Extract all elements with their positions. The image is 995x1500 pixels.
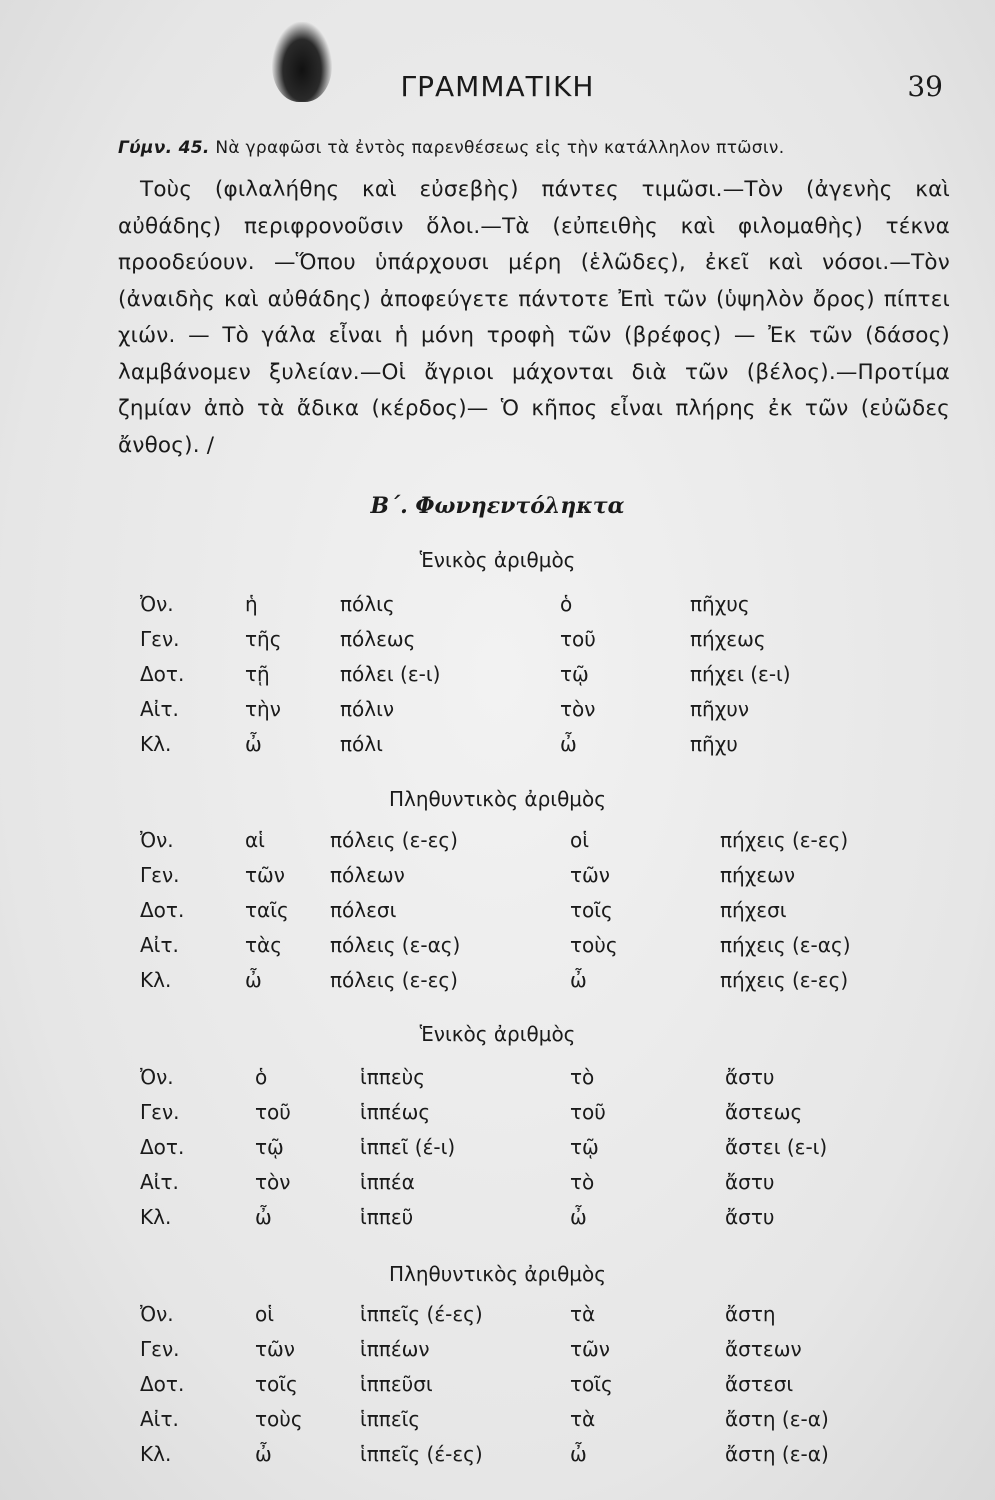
declension-form: τοῖς (570, 898, 613, 922)
declension-row (0, 1407, 995, 1437)
case-label: Κλ. (140, 1442, 172, 1466)
declension-form: πήχει (ε-ι) (690, 662, 791, 686)
exercise-label: Γύμν. 45. (118, 138, 210, 158)
case-label: Δοτ. (140, 1135, 185, 1159)
declension-form: οἱ (255, 1302, 275, 1326)
declension-form: ταῖς (245, 898, 289, 922)
case-label: Κλ. (140, 968, 172, 992)
case-label: Γεν. (140, 1337, 180, 1361)
case-label: Αἰτ. (140, 933, 179, 957)
declension-form: ἱππεῖς (360, 1407, 421, 1431)
declension-form: ἱππεῖς (έ-ες) (360, 1302, 483, 1326)
declension-row (0, 898, 995, 928)
declension-row (0, 863, 995, 893)
declension-row (0, 1100, 995, 1130)
declension-form: πόλιν (340, 697, 395, 721)
declension-row (0, 1205, 995, 1235)
number-heading: Ἑνικὸς ἀριθμὸς (419, 548, 576, 572)
declension-form: ἄστυ (725, 1170, 775, 1194)
declension-form: τὸ (570, 1170, 595, 1194)
case-label: Δοτ. (140, 1372, 185, 1396)
declension-form: ὦ (255, 1205, 272, 1229)
declension-form: ἱππέων (360, 1337, 430, 1361)
declension-form: πόλεις (ε-ας) (330, 933, 461, 957)
declension-form: τοῦ (255, 1100, 291, 1124)
declension-form: ἄστεως (725, 1100, 803, 1124)
declension-form: πῆχυ (690, 732, 738, 756)
exercise-instruction (118, 138, 948, 158)
declension-form: ἡ (245, 592, 258, 616)
declension-form: ἱππεῦσι (360, 1372, 433, 1396)
declension-form: πόλις (340, 592, 395, 616)
page-number: 39 (907, 70, 943, 103)
declension-form: ἄστει (ε-ι) (725, 1135, 828, 1159)
declension-form: ἄστεσι (725, 1372, 794, 1396)
declension-form: πήχεων (720, 863, 795, 887)
declension-form: τῷ (570, 1135, 599, 1159)
declension-form: τὸ (570, 1065, 595, 1089)
declension-form: τοῦ (560, 627, 596, 651)
case-label: Κλ. (140, 1205, 172, 1229)
declension-row (0, 1337, 995, 1367)
declension-form: τῇ (245, 662, 270, 686)
number-heading: Ἑνικὸς ἀριθμὸς (419, 1022, 576, 1046)
declension-row (0, 1302, 995, 1332)
declension-form: τὸν (255, 1170, 291, 1194)
declension-form: τὸν (560, 697, 596, 721)
declension-form: τῶν (570, 863, 610, 887)
declension-form: τῶν (255, 1337, 295, 1361)
section-title: Β΄. Φωνηεντόληκτα (370, 493, 625, 519)
case-label: Γεν. (140, 1100, 180, 1124)
case-label: Ὀν. (140, 1065, 174, 1089)
declension-form: ἱππεὺς (360, 1065, 425, 1089)
case-label: Ὀν. (140, 592, 174, 616)
declension-form: πήχεις (ε-ες) (720, 828, 849, 852)
declension-row (0, 933, 995, 963)
declension-form: τοῖς (570, 1372, 613, 1396)
declension-form: τῶν (245, 863, 285, 887)
declension-form: ἱππεῖ (έ-ι) (360, 1135, 456, 1159)
declension-form: πήχεις (ε-ας) (720, 933, 851, 957)
case-label: Δοτ. (140, 662, 185, 686)
declension-form: πῆχυς (690, 592, 750, 616)
declension-row (0, 968, 995, 998)
declension-form: τοὺς (255, 1407, 303, 1431)
declension-form: πῆχυν (690, 697, 750, 721)
declension-form: πόλεως (340, 627, 416, 651)
case-label: Γεν. (140, 863, 180, 887)
declension-form: ἄστυ (725, 1065, 775, 1089)
declension-form: τοὺς (570, 933, 618, 957)
declension-form: ὁ (560, 592, 573, 616)
declension-form: οἱ (570, 828, 590, 852)
declension-form: ὦ (245, 732, 262, 756)
exercise-text: Νὰ γραφῶσι τὰ ἐντὸς παρενθέσεως εἰς τὴν κατάλληλον πτῶσιν. (215, 138, 785, 158)
declension-row (0, 592, 995, 622)
declension-form: ἱππέα (360, 1170, 415, 1194)
declension-row (0, 1442, 995, 1472)
declension-form: τῷ (560, 662, 589, 686)
page-title: ΓΡΑΜΜΑΤΙΚΗ (400, 70, 595, 103)
declension-form: ἱππέως (360, 1100, 431, 1124)
declension-form: ἄστεων (725, 1337, 802, 1361)
declension-form: ὦ (570, 968, 587, 992)
declension-form: πήχεσι (720, 898, 787, 922)
declension-form: ὦ (245, 968, 262, 992)
declension-form: πόλεσι (330, 898, 397, 922)
declension-form: πόλι (340, 732, 383, 756)
case-label: Κλ. (140, 732, 172, 756)
declension-row (0, 1372, 995, 1402)
declension-form: τοῖς (255, 1372, 298, 1396)
declension-form: πόλεις (ε-ες) (330, 968, 458, 992)
case-label: Δοτ. (140, 898, 185, 922)
declension-form: ὦ (570, 1442, 587, 1466)
declension-form: τὴν (245, 697, 281, 721)
case-label: Ὀν. (140, 828, 174, 852)
case-label: Αἰτ. (140, 697, 179, 721)
case-label: Αἰτ. (140, 1407, 179, 1431)
declension-form: τὰς (245, 933, 282, 957)
case-label: Ὀν. (140, 1302, 174, 1326)
declension-form: τὰ (570, 1407, 596, 1431)
declension-form: ὦ (570, 1205, 587, 1229)
declension-row (0, 627, 995, 657)
declension-row (0, 732, 995, 762)
declension-row (0, 1065, 995, 1095)
declension-form: τῷ (255, 1135, 284, 1159)
declension-form: τῶν (570, 1337, 610, 1361)
case-label: Αἰτ. (140, 1170, 179, 1194)
declension-form: ἱππεῖς (έ-ες) (360, 1442, 483, 1466)
declension-form: ὁ (255, 1065, 268, 1089)
case-label: Γεν. (140, 627, 180, 651)
declension-form: ἄστυ (725, 1205, 775, 1229)
declension-form: ὦ (255, 1442, 272, 1466)
declension-form: τὰ (570, 1302, 596, 1326)
declension-form: πήχεις (ε-ες) (720, 968, 849, 992)
declension-row (0, 1135, 995, 1165)
declension-form: πόλεις (ε-ες) (330, 828, 458, 852)
declension-form: τῆς (245, 627, 282, 651)
declension-form: τοῦ (570, 1100, 606, 1124)
number-heading: Πληθυντικὸς ἀριθμὸς (388, 787, 607, 811)
declension-row (0, 1170, 995, 1200)
declension-form: ἄστη (ε-α) (725, 1442, 829, 1466)
declension-row (0, 697, 995, 727)
declension-form: πόλεων (330, 863, 405, 887)
number-heading: Πληθυντικὸς ἀριθμὸς (388, 1262, 607, 1286)
exercise-paragraph: Τοὺς (φιλαλήθης καὶ εὐσεβὴς) πάντες τιμῶσι.—Τὸν (ἀγενὴς καὶ αὐθάδης) περιφρονοῦσιν ὅλοι.—Τὰ (εὐπειθὴς καὶ φιλομαθὴς) τέκνα προοδεύουν. —Ὅπου ὑπάρχουσι μέρη (ἑλῶδες), ἐκεῖ καὶ νόσοι.—Τὸν (ἀναιδὴς καὶ αὐθάδης) ἀποφεύγετε πάντοτε Ἐπὶ τῶν (ὑψηλὸν ὄρος) πίπτει χιών. — Τὸ γάλα εἶναι ἡ μόνη τροφὴ τῶν (βρέφος) — Ἐκ τῶν (δάσος) λαμβάνομεν ξυλείαν.—Οἱ ἄγριοι μάχονται διὰ τῶν (βέλος).—Προτίμα ζημίαν ἀπὸ τὰ ἄδικα (κέρδος)— Ὁ κῆπος εἶναι πλήρης ἐκ τῶν (εὐῶδες ἄνθος). / (118, 177, 950, 458)
declension-form: πήχεως (690, 627, 766, 651)
declension-form: ἄστη (ε-α) (725, 1407, 829, 1431)
declension-row (0, 828, 995, 858)
declension-form: ὦ (560, 732, 577, 756)
declension-form: ἄστη (725, 1302, 776, 1326)
declension-row (0, 662, 995, 692)
declension-form: αἱ (245, 828, 265, 852)
declension-form: ἱππεῦ (360, 1205, 414, 1229)
declension-form: πόλει (ε-ι) (340, 662, 441, 686)
